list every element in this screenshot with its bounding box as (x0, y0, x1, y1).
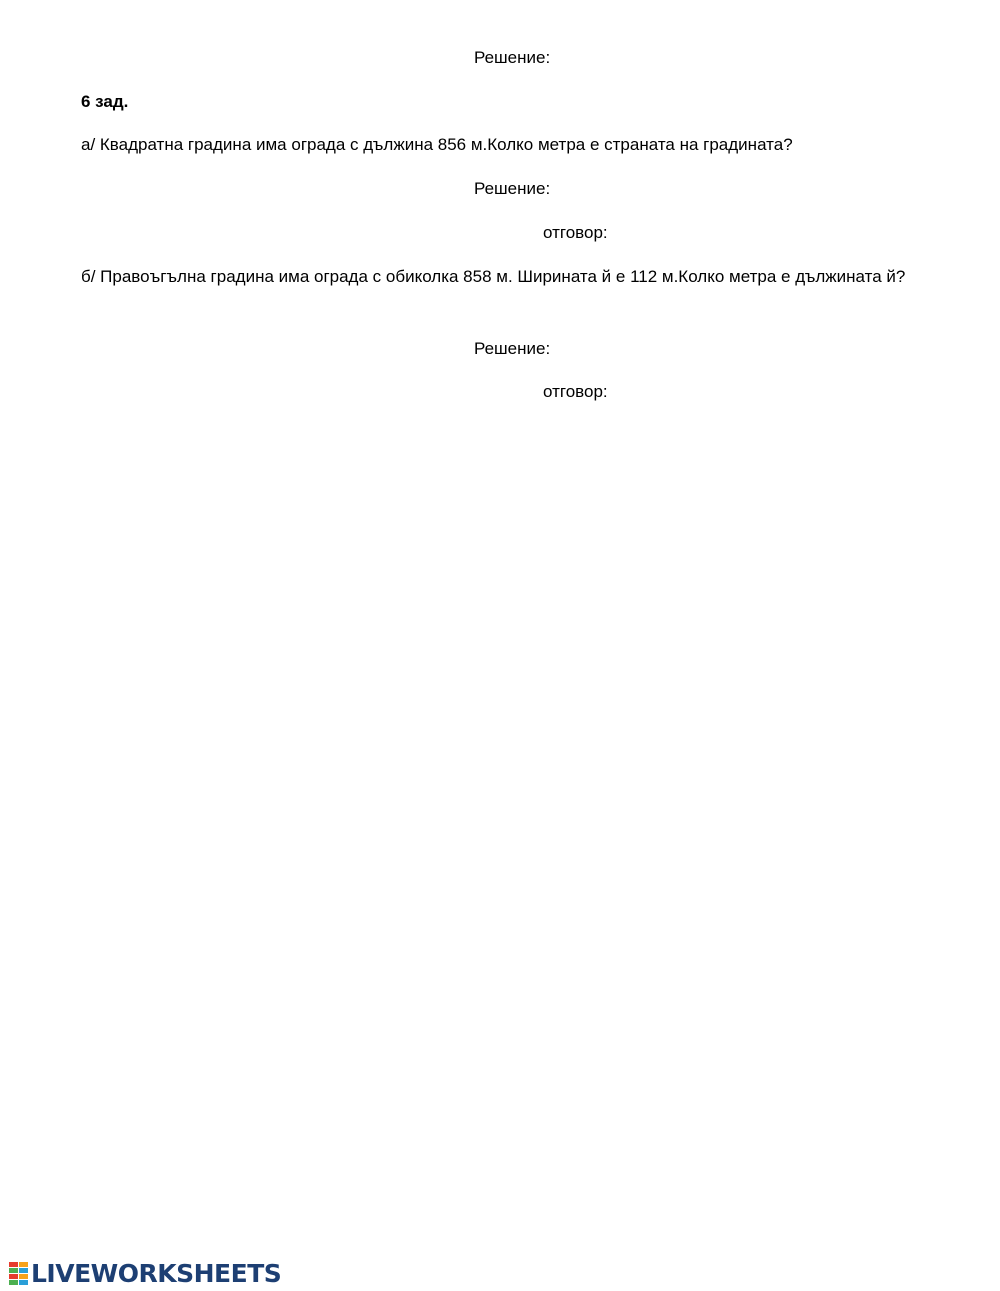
logo-tile (9, 1262, 18, 1267)
solution-label-top: Решение: (474, 48, 551, 67)
part-a-question: а/ Квадратна градина има ограда с дължина 856 м.Колко метра е страната на градината? (81, 135, 793, 154)
part-b-answer-label: отговор: (543, 382, 608, 401)
logo-tile (19, 1280, 28, 1285)
task-title: 6 зад. (81, 92, 129, 111)
logo-tile (9, 1274, 18, 1279)
part-a-solution-label: Решение: (474, 179, 551, 198)
logo-tile (19, 1268, 28, 1273)
part-a-answer-label: отговор: (543, 223, 608, 242)
liveworksheets-logo (8, 1258, 281, 1288)
liveworksheets-logo-icon (8, 1261, 28, 1285)
logo-tile (9, 1268, 18, 1273)
logo-text: LIVEWORKSHEETS (31, 1258, 282, 1288)
logo-tile (19, 1262, 28, 1267)
part-b-solution-label: Решение: (474, 339, 551, 358)
logo-tile (9, 1280, 18, 1285)
part-b-question: б/ Правоъгълна градина има ограда с обиколка 858 м. Ширината й е 112 м.Колко метра е дължината й? (81, 267, 906, 286)
logo-tile (19, 1274, 28, 1279)
